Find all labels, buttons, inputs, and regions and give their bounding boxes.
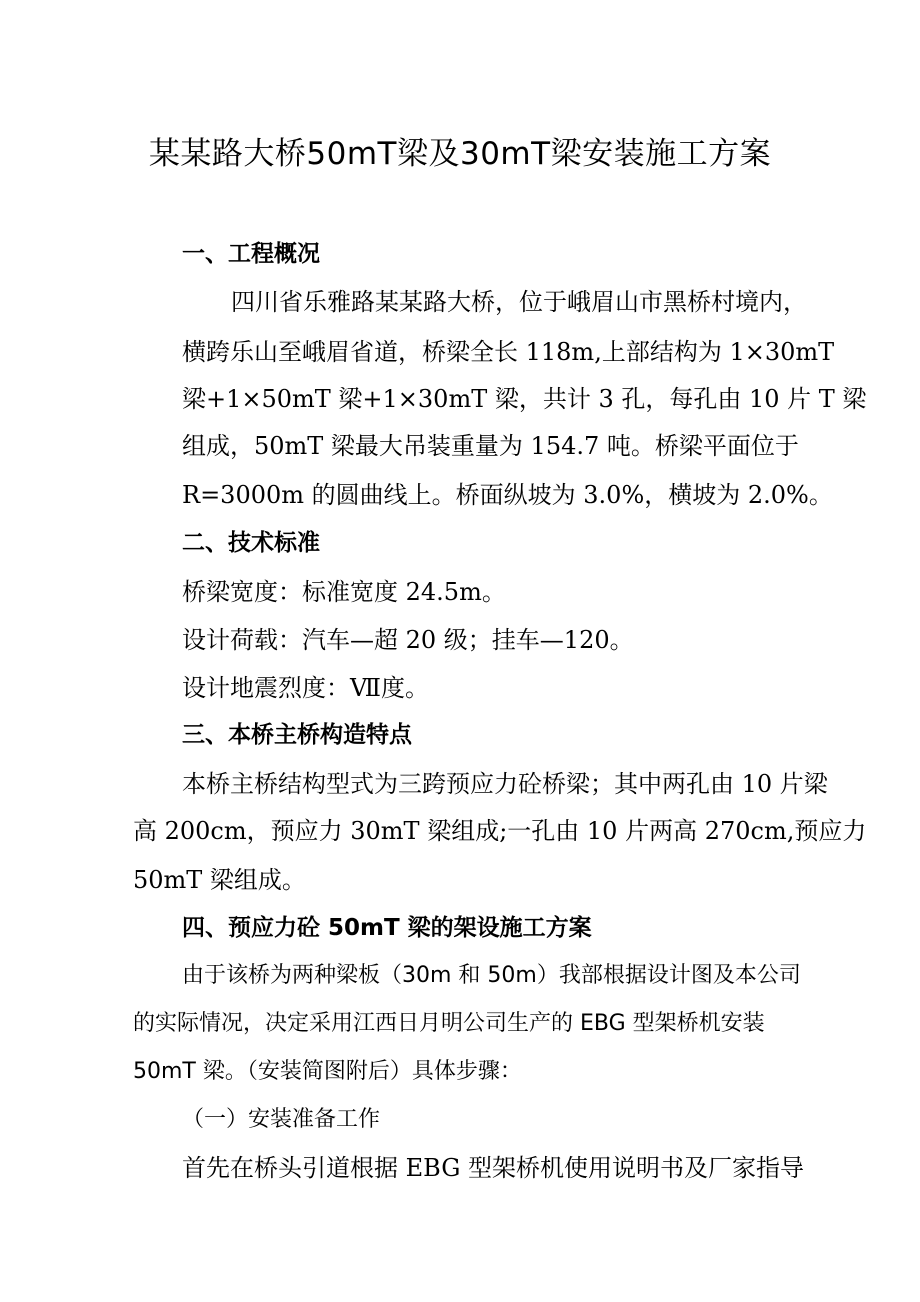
paragraph-line: 由于该桥为两种梁板（30m 和 50m）我部根据设计图及本公司 (182, 963, 801, 988)
paragraph-line: 横跨乐山至峨眉省道，桥梁全长 118m,上部结构为 1×30mT (182, 338, 835, 366)
paragraph-line: 的实际情况，决定采用江西日月明公司生产的 EBG 型架桥机安装 (133, 1011, 765, 1036)
document-title: 某某路大桥50mT梁及30mT梁安装施工方案 (148, 136, 772, 172)
section-heading-structure-features: 三、本桥主桥构造特点 (182, 722, 412, 748)
paragraph-line: R=3000m 的圆曲线上。桥面纵坡为 3.0%，横坡为 2.0%。 (182, 481, 833, 509)
section-heading-erection-plan: 四、预应力砼 50mT 梁的架设施工方案 (182, 915, 592, 941)
paragraph-line: 高 200cm，预应力 30mT 梁组成;一孔由 10 片两高 270cm,预应力 (133, 817, 867, 845)
section-heading-technical-standards: 二、技术标准 (182, 530, 320, 556)
paragraph-line: 50mT 梁。（安装简图附后）具体步骤： (133, 1059, 522, 1084)
paragraph-line: 桥梁宽度：标准宽度 24.5m。 (182, 578, 506, 606)
paragraph-line: 本桥主桥结构型式为三跨预应力砼桥梁；其中两孔由 10 片梁 (182, 770, 828, 798)
section-heading-overview: 一、工程概况 (182, 241, 320, 267)
paragraph-line: 四川省乐雅路某某路大桥，位于峨眉山市黑桥村境内， (231, 288, 807, 316)
paragraph-line: 设计地震烈度：Ⅶ度。 (182, 674, 429, 702)
subsection-heading-preparation: （一）安装准备工作 (182, 1107, 381, 1132)
paragraph-line: 设计荷载：汽车—超 20 级；挂车—120。 (182, 626, 634, 654)
paragraph-line: 50mT 梁组成。 (133, 866, 306, 894)
paragraph-line: 首先在桥头引道根据 EBG 型架桥机使用说明书及厂家指导 (182, 1154, 805, 1182)
paragraph-line: 组成，50mT 梁最大吊装重量为 154.7 吨。桥梁平面位于 (182, 432, 799, 460)
paragraph-line: 梁+1×50mT 梁+1×30mT 梁，共计 3 孔，每孔由 10 片 T 梁 (182, 385, 867, 413)
